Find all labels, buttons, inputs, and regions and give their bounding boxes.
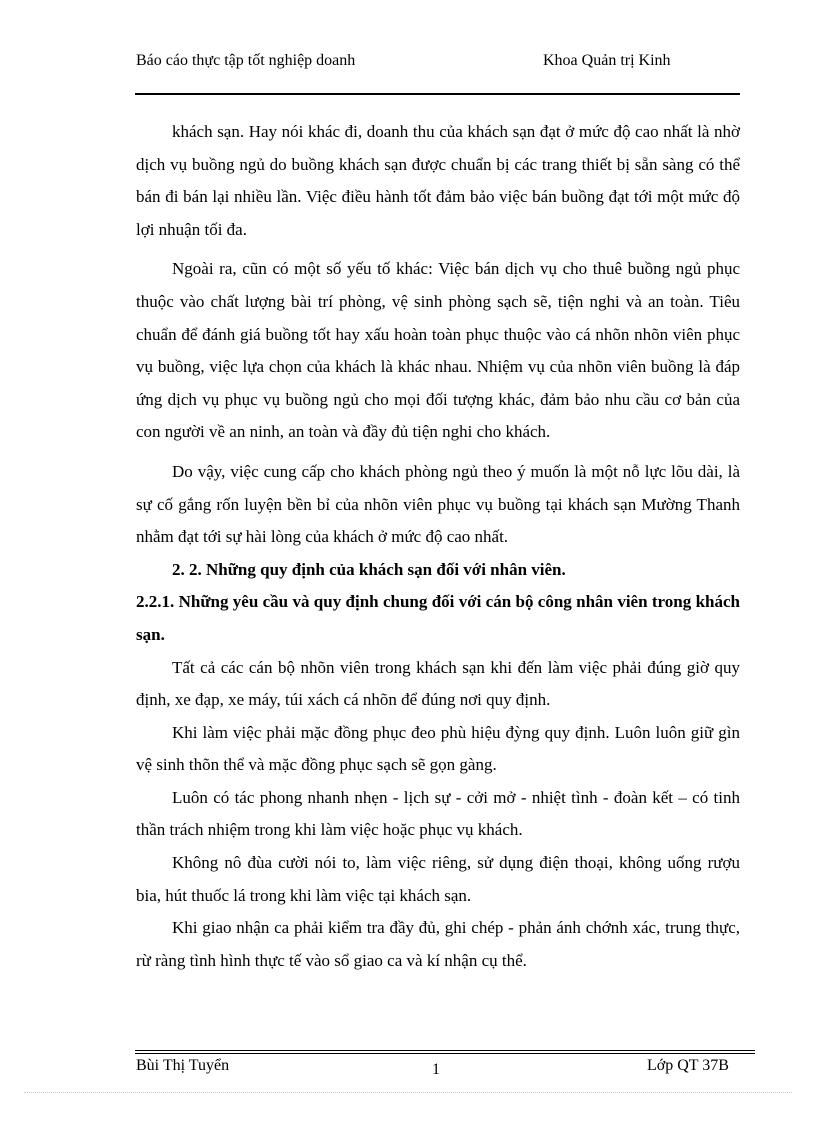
rule-uniform: Khi làm việc phải mặc đồng phục đeo phù hiệu đỳng quy định. Luôn luôn giữ gìn vệ sinh thõn thể và mặc đồng phục sạch sẽ gọn gàng.: [136, 722, 740, 775]
footer-class: Lớp QT 37B: [647, 1057, 729, 1074]
rule-shift-handover: Khi giao nhận ca phải kiểm tra đầy đủ, ghi chép - phản ánh chớnh xác, trung thực, rừ ràng tình hình thực tế vào sổ giao ca và kí nhận cụ thể.: [136, 918, 740, 970]
paragraph-revenue: khách sạn. Hay nói khác đi, doanh thu của khách sạn đạt ở mức độ cao nhất là nhờ dịch vụ buồng ngủ do buồng khách sạn được chuẩn bị các trang thiết bị sẵn sàng có thể bán đi bán lại nhiều lần. Việc điều hành tốt đảm bảo việc bán buồng đạt tới một mức độ lợi nhuận tối đa.: [136, 122, 740, 239]
rule-conduct: Luôn có tác phong nhanh nhẹn - lịch sự - cởi mở - nhiệt tình - đoàn kết – có tinh thần trách nhiệm trong khi làm việc hoặc phục vụ khách.: [136, 787, 740, 840]
rule-prohibitions: Không nô đùa cười nói to, làm việc riêng, sử dụng điện thoại, không uống rượu bia, hút thuốc lá trong khi làm việc tại khách sạn.: [136, 853, 740, 905]
section-heading: 2. 2. Những quy định của khách sạn đối với nhân viên.: [172, 559, 566, 579]
page-number: 1: [432, 1061, 440, 1078]
header-faculty: Khoa Quản trị Kinh: [543, 52, 671, 69]
rule-punctuality: Tất cả các cán bộ nhõn viên trong khách sạn khi đến làm việc phải đúng giờ quy định, xe đạp, xe máy, túi xách cá nhõn để đúng nơi quy định.: [136, 657, 740, 710]
footer-author: Bùi Thị Tuyển: [136, 1057, 230, 1074]
paragraph-conclusion: Do vậy, việc cung cấp cho khách phòng ngủ theo ý muốn là một nỗ lực lõu dài, là sự cố gắng rốn luyện bền bỉ của nhõn viên phục vụ buồng tại khách sạn Mường Thanh nhằm đạt tới sự hài lòng của khách ở mức độ cao nhất.: [136, 461, 740, 547]
footer-divider-bottom: [135, 1053, 755, 1054]
page-boundary: [24, 1092, 792, 1093]
document-body: [136, 116, 740, 977]
paragraph-factors: Ngoài ra, cũn có một số yếu tố khác: Việc bán dịch vụ cho thuê buồng ngủ phục thuộc vào chất lượng bài trí phòng, vệ sinh phòng sạch sẽ, tiện nghi và an toàn. Tiêu chuẩn để đánh giá buồng tốt hay xấu hoàn toàn phục thuộc vào cá nhõn nhõn viên phục vụ buồng, việc lựa chọn của khách là khác nhau. Nhiệm vụ của nhõn viên buồng là đáp ứng dịch vụ phục vụ buồng ngủ cho mọi đối tượng khác, đảm bảo nhu cầu cơ bản của con người về an ninh, an toàn và đầy đủ tiện nghi cho khách.: [136, 259, 740, 442]
subsection-heading: 2.2.1. Những yêu cầu và quy định chung đối với cán bộ công nhân viên trong khách sạn.: [136, 592, 740, 644]
header-divider: [135, 93, 740, 95]
header-report-title: Báo cáo thực tập tốt nghiệp doanh: [136, 52, 356, 69]
footer-divider-top: [135, 1050, 755, 1051]
